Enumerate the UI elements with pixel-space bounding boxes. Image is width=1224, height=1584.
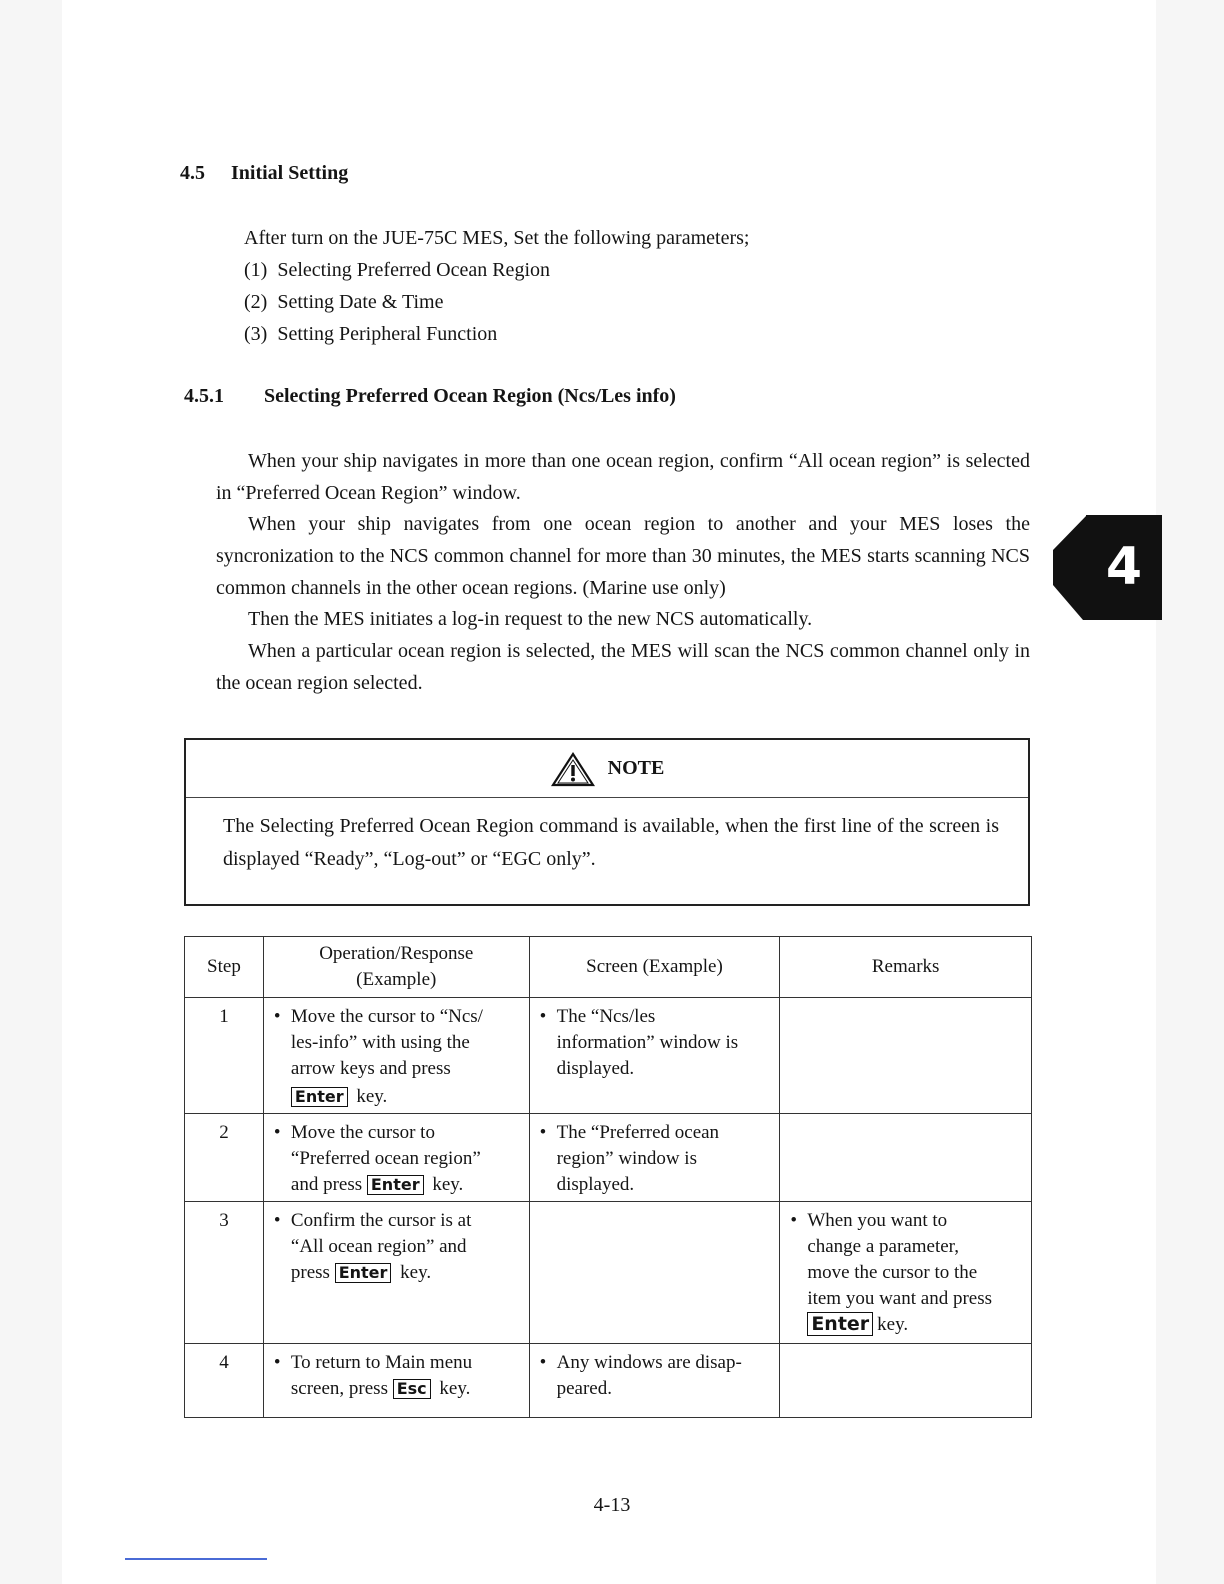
enter-key-icon: Enter [807,1312,873,1336]
steps-table [184,936,1032,1418]
remarks-cell: • When you want to change a parameter, move the cursor to the item you want and press Enter key. [780,1202,1032,1344]
paragraph: When your ship navigates from one ocean region to another and your MES loses the syncronization to the NCS common channel for more than 30 minutes, the MES starts scanning NCS common channels in the other ocean regions. (Marine use only) [216,513,1030,599]
section-number: 4.5 [180,162,205,184]
section-heading [180,162,348,185]
list-item: (3) Setting Peripheral Function [244,323,498,345]
page-number: 4-13 [593,1494,631,1516]
step-number: 4 [185,1344,264,1418]
note-body: The Selecting Preferred Ocean Region command is available, when the first line of the screen is displayed “Ready”, “Log-out” or “EGC only”. [223,815,999,870]
table-row [185,1344,1032,1418]
table-row [185,998,1032,1114]
tab-corner-shape [1053,515,1087,620]
scan-artifact-line [125,1558,267,1560]
operation-cell: • Move the cursor to “Preferred ocean region” and press Enter key. [263,1114,529,1202]
screen-cell [529,1202,780,1344]
table-header-row [185,937,1032,998]
paragraph: When your ship navigates in more than one ocean region, confirm “All ocean region” is selected in “Preferred Ocean Region” window. [216,450,1030,504]
screen-cell: • Any windows are disap- peared. [529,1344,780,1418]
list-item: (1) Selecting Preferred Ocean Region [244,259,550,281]
intro-list [244,254,550,350]
paragraph: When a particular ocean region is selected, the MES will scan the NCS common channel only in the ocean region selected. [216,640,1030,694]
remarks-cell [780,1344,1032,1418]
subsection-heading [184,385,676,408]
header-screen: Screen (Example) [529,937,780,998]
note-box [184,738,1030,906]
intro-line: After turn on the JUE-75C MES, Set the following parameters; [244,227,750,249]
screen-cell: • The “Ncs/les information” window is displayed. [529,998,780,1114]
esc-key-icon: Esc [393,1379,431,1399]
chapter-tab-number: 4 [1105,537,1143,597]
header-operation: Operation/Response (Example) [263,937,529,998]
subsection-title: Selecting Preferred Ocean Region (Ncs/Les info) [264,385,676,407]
screen-cell: • The “Preferred ocean region” window is displayed. [529,1114,780,1202]
header-remarks: Remarks [780,937,1032,998]
subsection-number: 4.5.1 [184,385,224,407]
enter-key-icon: Enter [367,1175,424,1195]
enter-key-icon: Enter [291,1087,348,1107]
paragraph: Then the MES initiates a log-in request to the new NCS automatically. [248,608,813,630]
note-title: NOTE [607,757,665,779]
remarks-cell [780,998,1032,1114]
note-header [186,740,1028,798]
step-number: 2 [185,1114,264,1202]
section-title: Initial Setting [231,162,349,184]
chapter-tab [1086,515,1162,620]
list-item: (2) Setting Date & Time [244,291,444,313]
step-number: 3 [185,1202,264,1344]
operation-cell: • Confirm the cursor is at “All ocean region” and press Enter key. [263,1202,529,1344]
operation-cell: • To return to Main menu screen, press Esc key. [263,1344,529,1418]
enter-key-icon: Enter [335,1263,392,1283]
table-row [185,1114,1032,1202]
operation-cell: • Move the cursor to “Ncs/ les-info” with using the arrow keys and press Enter key. [263,998,529,1114]
warning-icon [550,751,596,787]
header-step: Step [185,937,264,998]
remarks-cell [780,1114,1032,1202]
step-number: 1 [185,998,264,1114]
table-row [185,1202,1032,1344]
